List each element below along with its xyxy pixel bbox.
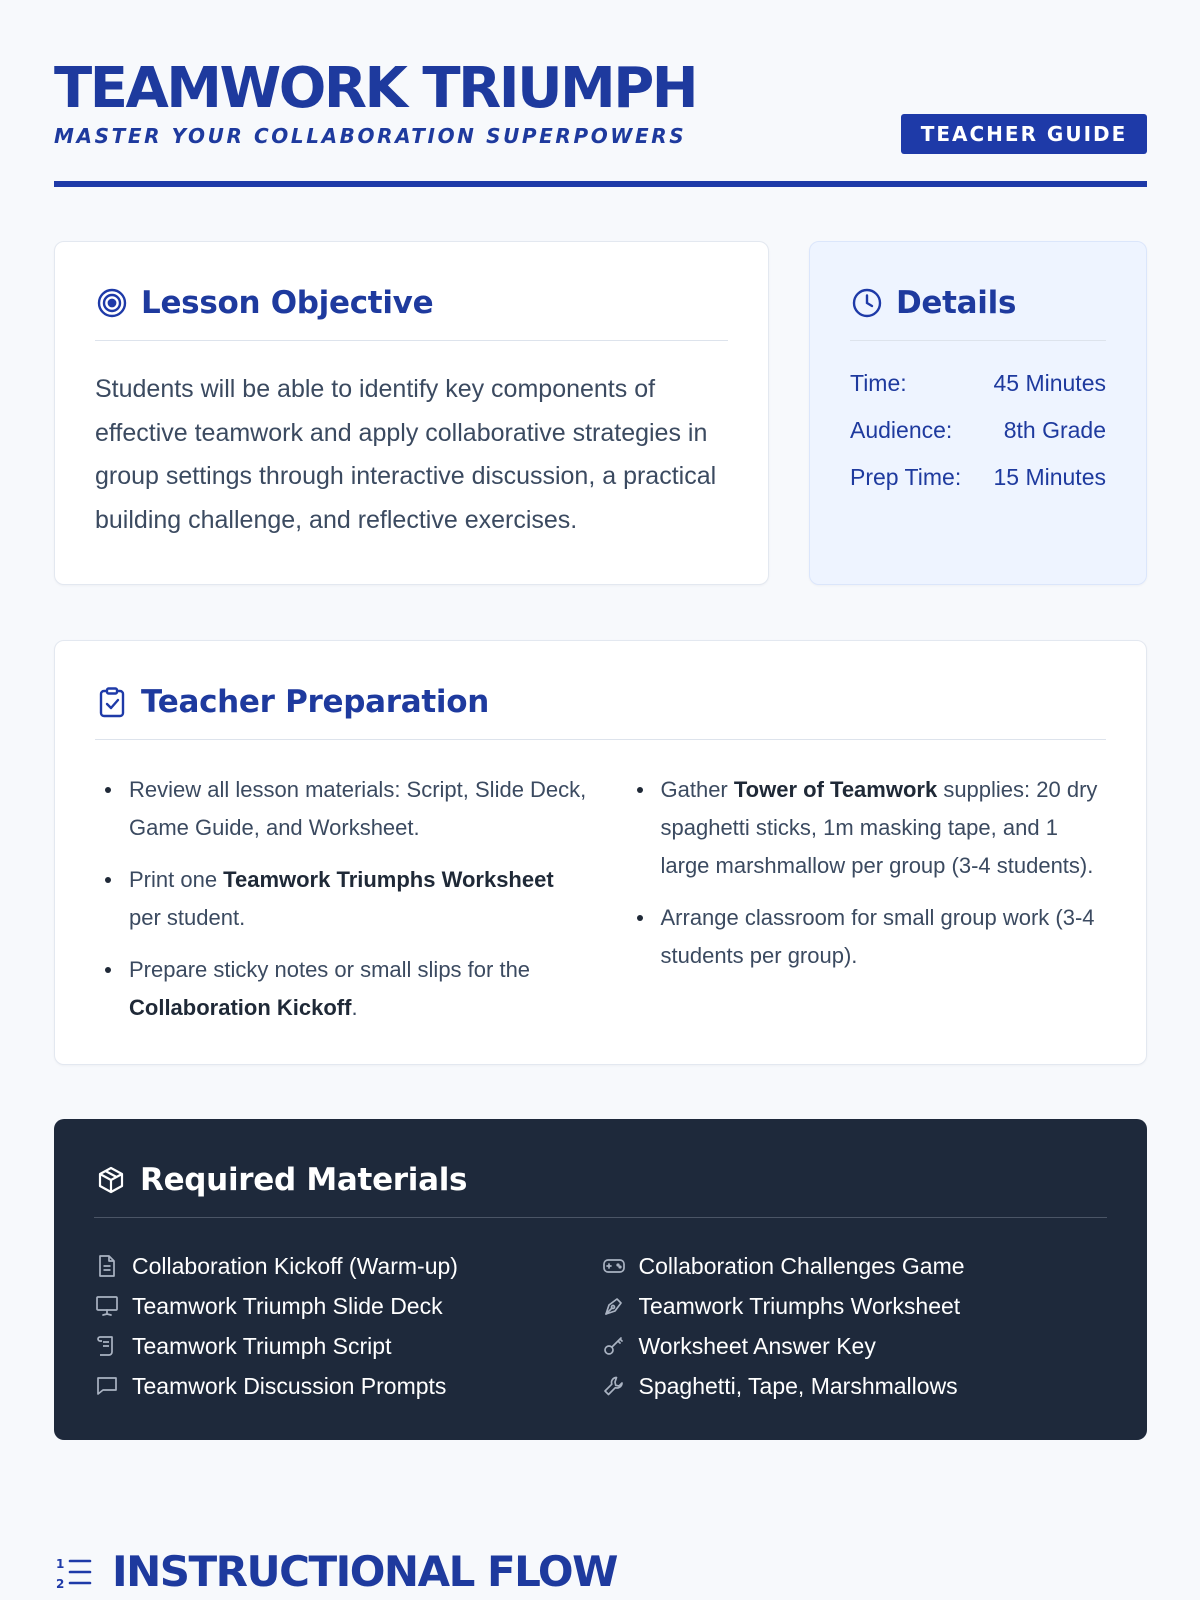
item-text: Print one — [129, 867, 224, 892]
item-text: Review all lesson materials: Script, Slide Deck, Game Guide, and Worksheet. — [129, 777, 587, 840]
detail-label: Prep Time: — [850, 464, 962, 490]
details-title: Details — [896, 285, 1017, 321]
key-icon — [601, 1333, 627, 1359]
material-label: Teamwork Discussion Prompts — [132, 1372, 447, 1399]
box-icon — [94, 1163, 128, 1197]
detail-value: 8th Grade — [1003, 417, 1106, 443]
material-item — [94, 1326, 601, 1366]
chat-icon — [94, 1373, 120, 1399]
item-text: supplies: 20 dry spaghetti sticks, 1m masking tape, and 1 large marshmallow per group (3-4 students). — [660, 777, 1098, 878]
material-item — [601, 1286, 1108, 1326]
page-header — [54, 0, 1147, 188]
detail-value: 15 Minutes — [993, 464, 1106, 490]
list-item — [95, 771, 587, 847]
material-item — [94, 1286, 601, 1326]
instructional-flow-title: INSTRUCTIONAL FLOW — [112, 1547, 617, 1596]
target-icon — [95, 286, 129, 320]
teacher-preparation-title: Teacher Preparation — [141, 684, 489, 720]
details-header — [850, 286, 1106, 341]
detail-label: Audience: — [850, 417, 953, 443]
preparation-column-right — [627, 771, 1107, 1041]
document-icon — [94, 1253, 120, 1279]
instructional-flow-heading — [54, 1548, 617, 1596]
material-label: Teamwork Triumph Slide Deck — [132, 1292, 443, 1319]
detail-label: Time: — [850, 370, 907, 396]
pen-icon — [601, 1293, 627, 1319]
required-materials-header — [94, 1163, 1107, 1218]
wrench-icon — [601, 1373, 627, 1399]
material-label: Worksheet Answer Key — [638, 1332, 876, 1359]
lesson-objective-title: Lesson Objective — [141, 285, 434, 321]
material-label: Collaboration Challenges Game — [638, 1252, 965, 1279]
teacher-preparation-card — [54, 640, 1147, 1065]
scroll-icon — [94, 1333, 120, 1359]
item-emphasis: Teamwork Triumphs Worksheet — [223, 867, 554, 892]
material-label: Collaboration Kickoff (Warm-up) — [132, 1252, 458, 1279]
page-title: TEAMWORK TRIUMPH — [54, 56, 697, 121]
page-subtitle: MASTER YOUR COLLABORATION SUPERPOWERS — [54, 124, 687, 148]
lesson-objective-card — [54, 241, 769, 585]
material-item — [94, 1246, 601, 1286]
materials-list — [94, 1246, 1107, 1406]
required-materials-title: Required Materials — [140, 1162, 468, 1198]
svg-text:1: 1 — [56, 1557, 65, 1571]
required-materials-panel — [54, 1119, 1147, 1440]
detail-row-prep-time — [850, 464, 1106, 511]
details-list — [850, 370, 1106, 511]
material-item — [601, 1366, 1108, 1406]
material-label: Spaghetti, Tape, Marshmallows — [638, 1372, 958, 1399]
lesson-objective-header — [95, 286, 728, 341]
detail-row-time — [850, 370, 1106, 417]
item-text: Arrange classroom for small group work (3-4 students per group). — [660, 905, 1095, 968]
material-label: Teamwork Triumph Script — [132, 1332, 392, 1359]
item-emphasis: Tower of Teamwork — [733, 777, 938, 802]
list-item — [95, 951, 587, 1027]
teacher-guide-badge: TEACHER GUIDE — [901, 114, 1147, 154]
page — [54, 0, 1147, 1596]
ordered-list-icon — [54, 1553, 92, 1591]
lesson-objective-text: Students will be able to identify key components of effective teamwork and apply collaborative strategies in group settings through interactive discussion, a practical building challenge, and reflective exercises. — [95, 375, 717, 534]
item-text: . — [351, 995, 358, 1020]
item-text: Prepare sticky notes or small slips for the — [129, 957, 531, 982]
item-text: per student. — [129, 905, 246, 930]
clock-icon — [850, 286, 884, 320]
clipboard-check-icon — [95, 685, 129, 719]
presentation-icon — [94, 1293, 120, 1319]
list-item — [95, 861, 587, 937]
material-label: Teamwork Triumphs Worksheet — [638, 1292, 961, 1319]
teacher-preparation-header — [95, 685, 1106, 740]
svg-text:2: 2 — [56, 1577, 65, 1591]
gamepad-icon — [601, 1253, 627, 1279]
list-item — [627, 771, 1107, 885]
material-item — [601, 1246, 1108, 1286]
material-item — [601, 1326, 1108, 1366]
item-text: Gather — [660, 777, 734, 802]
details-card — [809, 241, 1147, 585]
materials-column-left — [94, 1246, 601, 1406]
preparation-list — [95, 771, 1106, 1041]
detail-value: 45 Minutes — [993, 370, 1106, 396]
materials-column-right — [601, 1246, 1108, 1406]
header-divider — [54, 181, 1147, 187]
detail-row-audience — [850, 417, 1106, 464]
preparation-column-left — [95, 771, 587, 1041]
list-item — [627, 899, 1107, 975]
item-emphasis: Collaboration Kickoff — [129, 995, 352, 1020]
material-item — [94, 1366, 601, 1406]
